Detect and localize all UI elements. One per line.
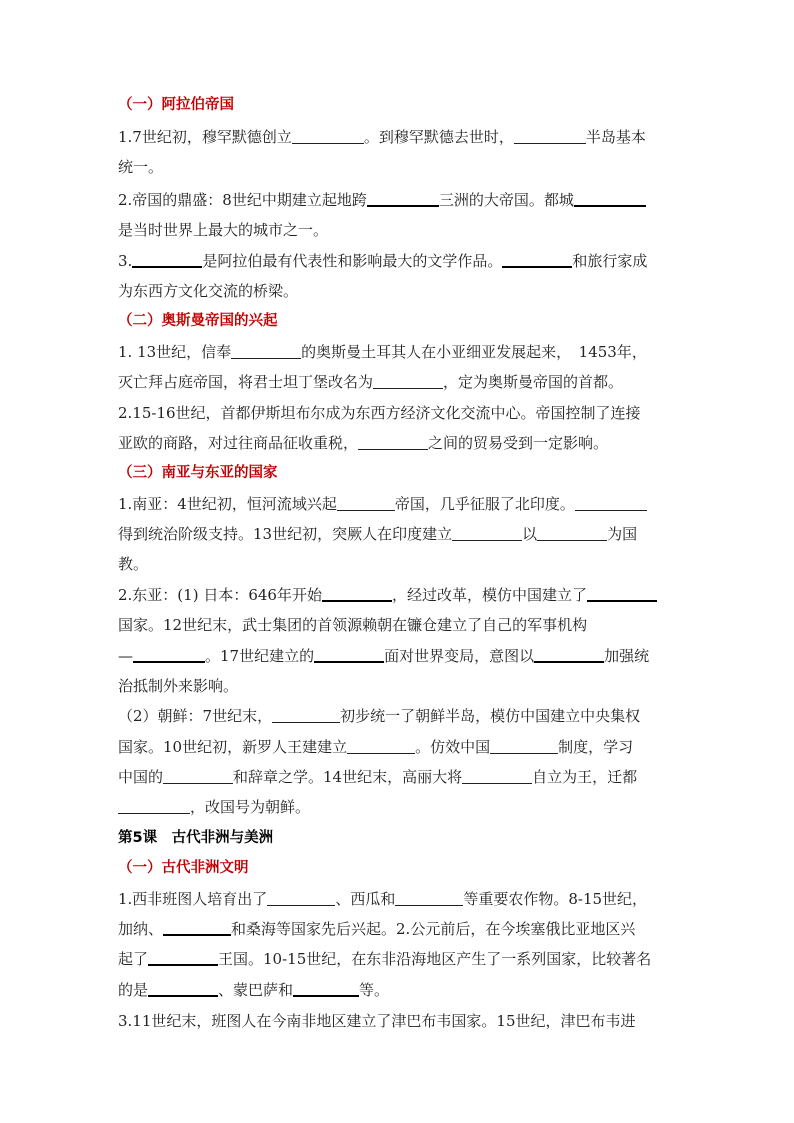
- fill-blank[interactable]: [452, 522, 522, 541]
- text-line: 是当时世界上最大的城市之一。: [118, 221, 329, 239]
- text-line: 起了 王国。10-15世纪，在东非沿海地区产生了一系列国家，比较著名: [118, 944, 651, 974]
- text-line: 1.西非班图人培育出了 、西瓜和 等重要农作物。8-15世纪，: [118, 884, 647, 914]
- text-line: 2.15-16世纪，首都伊斯坦布尔成为东西方经济文化交流中心。帝国控制了连接: [118, 404, 641, 422]
- text-line: 国家。10世纪初，新罗人王建建立 。仿效中国 制度，学习: [118, 732, 633, 762]
- text-line: ，改国号为朝鲜。: [118, 792, 310, 822]
- fill-blank[interactable]: [358, 431, 428, 450]
- text-line: 亚欧的商路，对过往商品征收重税， 之间的贸易受到一定影响。: [118, 428, 608, 458]
- section-heading-south-east-asia: （三）南亚与东亚的国家: [118, 465, 278, 481]
- fill-blank[interactable]: [292, 125, 364, 144]
- fill-blank[interactable]: [148, 977, 218, 997]
- fill-blank[interactable]: [322, 582, 392, 602]
- fill-blank[interactable]: [502, 248, 572, 268]
- fill-blank[interactable]: [490, 735, 558, 754]
- text-line: 得到统治阶级支持。13世纪初，突厥人在印度建立 以 为国: [118, 519, 637, 549]
- text-line: 的是 、蒙巴萨和 等。: [118, 975, 389, 1005]
- lesson-title: 第5课 古代非洲与美洲: [118, 830, 274, 846]
- section-heading-ottoman-empire: （二）奥斯曼帝国的兴起: [118, 313, 278, 329]
- text-line: 2.帝国的鼎盛：8世纪中期建立起地跨 三洲的大帝国。都城: [118, 185, 646, 215]
- fill-blank[interactable]: [118, 795, 190, 814]
- fill-blank[interactable]: [537, 522, 607, 541]
- text-line: 国家。12世纪末，武士集团的首领源赖朝在镰仓建立了自己的军事机构: [118, 616, 588, 634]
- fill-blank[interactable]: [132, 248, 202, 268]
- text-line: 为东西方文化交流的桥梁。: [118, 282, 299, 300]
- text-line: （2）朝鲜：7世纪末， 初步统一了朝鲜半岛，模仿中国建立中央集权: [118, 701, 640, 731]
- text-line: 1.7世纪初，穆罕默德创立 。到穆罕默德去世时， 半岛基本: [118, 122, 646, 152]
- fill-blank[interactable]: [133, 643, 205, 663]
- text-line: 3.11世纪末，班图人在今南非地区建立了津巴布韦国家。15世纪，津巴布韦进: [118, 1012, 636, 1030]
- text-line: 加纳、 和桑海等国家先后兴起。2.公元前后，在今埃塞俄比亚地区兴: [118, 914, 635, 944]
- fill-blank[interactable]: [587, 582, 657, 602]
- fill-blank[interactable]: [163, 916, 231, 936]
- fill-blank[interactable]: [148, 946, 218, 966]
- text-line: 中国的 和辞章之学。14世纪末，高丽大将 自立为王，迁都: [118, 762, 637, 792]
- text-line: 治抵制外来影响。: [118, 677, 239, 695]
- fill-blank[interactable]: [575, 492, 647, 511]
- text-line: 2.东亚：(1) 日本：646年开始 ，经过改革，模仿中国建立了: [118, 580, 657, 610]
- fill-blank[interactable]: [163, 765, 233, 784]
- fill-blank[interactable]: [514, 125, 586, 144]
- fill-blank[interactable]: [272, 704, 340, 723]
- text-line: 3. 是阿拉伯最有代表性和影响最大的文学作品。 和旅行家成: [118, 246, 647, 276]
- fill-blank[interactable]: [395, 887, 463, 906]
- fill-blank[interactable]: [314, 643, 384, 663]
- fill-blank[interactable]: [462, 765, 532, 784]
- fill-blank[interactable]: [347, 735, 415, 754]
- text-line: 1. 13世纪，信奉 的奥斯曼土耳其人在小亚细亚发展起来， 1453年，: [118, 337, 647, 367]
- fill-blank[interactable]: [293, 977, 359, 997]
- fill-blank[interactable]: [231, 340, 301, 359]
- fill-blank[interactable]: [367, 187, 439, 207]
- section-heading-arab-empire: （一）阿拉伯帝国: [118, 97, 234, 113]
- text-line: — 。17世纪建立的 面对世界变局，意图以 加强统: [118, 641, 649, 671]
- text-line: 灭亡拜占庭帝国，将君士坦丁堡改名为 ，定为奥斯曼帝国的首都。: [118, 367, 623, 397]
- fill-blank[interactable]: [267, 887, 335, 906]
- section-heading-ancient-africa: （一）古代非洲文明: [118, 860, 249, 876]
- fill-blank[interactable]: [337, 492, 395, 511]
- fill-blank[interactable]: [534, 643, 604, 663]
- text-line: 统一。: [118, 158, 164, 176]
- fill-blank[interactable]: [373, 370, 443, 389]
- fill-blank[interactable]: [574, 187, 646, 207]
- text-line: 教。: [118, 555, 149, 573]
- text-line: 1.南亚：4世纪初，恒河流域兴起 帝国，几乎征服了北印度。: [118, 489, 647, 519]
